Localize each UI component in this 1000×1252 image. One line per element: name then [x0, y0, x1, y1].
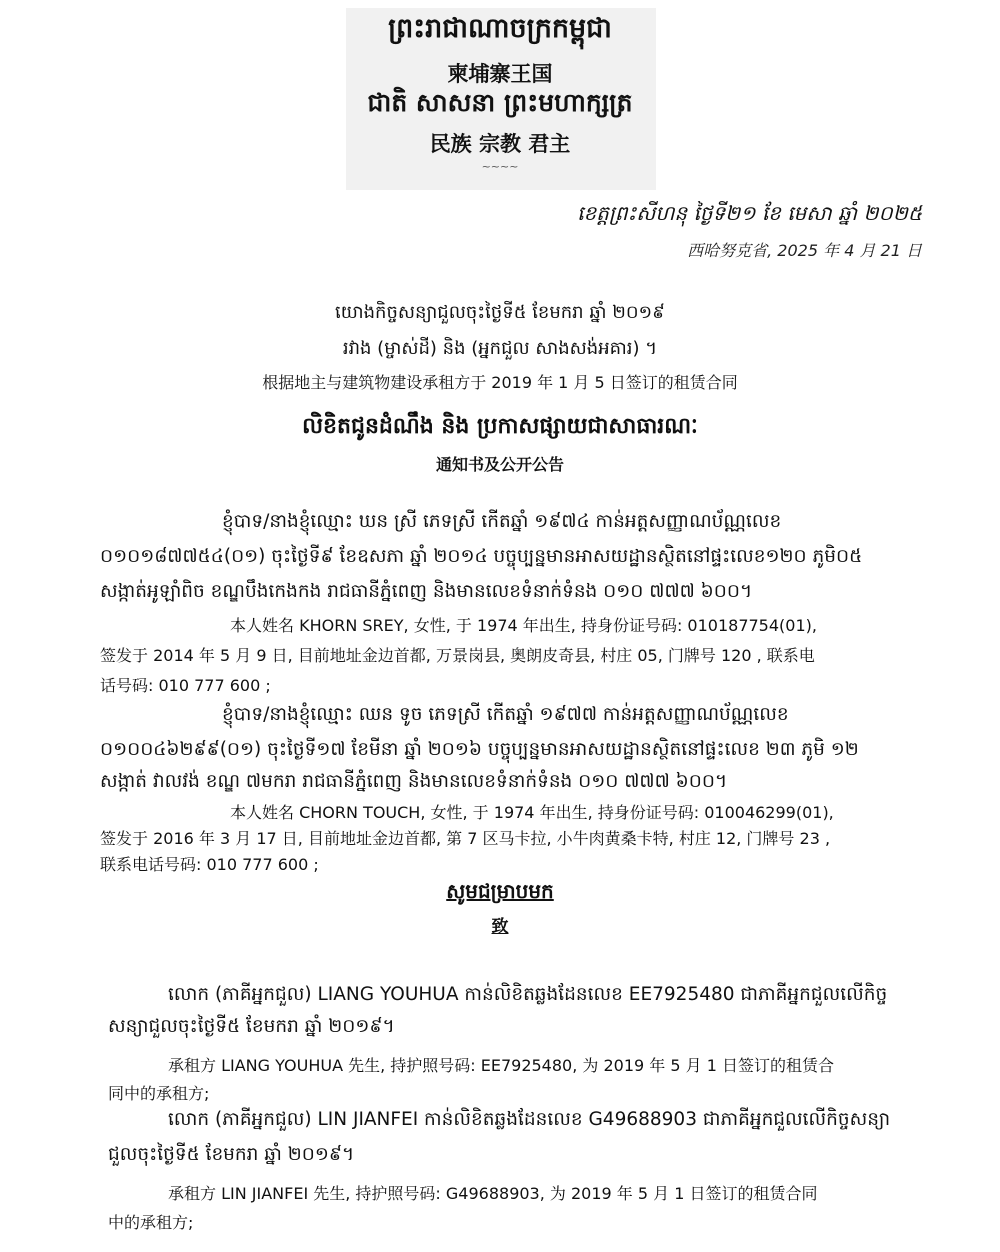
kingdom-title-khmer: ព្រះរាជាណាចក្រកម្ពុជា: [388, 13, 612, 44]
person1-chinese-line-3: 话号码: 010 777 600 ;: [100, 676, 271, 695]
motto-chinese: 民族 宗教 君主: [429, 132, 571, 156]
person2-khmer-line-2: ០១០០៤៦២៩៩(០១) ចុះថ្ងៃទី១៧ ខែមីនា ឆ្នាំ ២០១៦ បច្ចុប្បន្នមានអាសយដ្ឋានស្ថិតនៅផ្ទះលេខ ២៣ ភូមិ ១២: [100, 739, 859, 760]
notice-title-chinese: 通知书及公开公告: [435, 455, 564, 474]
date-chinese: 西哈努克省, 2025 年 4 月 21 日: [687, 241, 922, 260]
tenant2-chinese-line-2: 中的承租方;: [108, 1213, 194, 1232]
motto-khmer: ជាតិ សាសនា ព្រះមហាក្សត្រ: [367, 88, 633, 117]
tenant1-khmer-line-1: លោក (ភាគីអ្នកជួល) LIANG YOUHUA កាន់លិខិតឆ្លងដែនលេខ EE7925480 ជាភាគីអ្នកជួលលើកិច្ច: [168, 984, 888, 1005]
person1-khmer-line-2: ០១០១៨៧៧៥៤(០១) ចុះថ្ងៃទី៩ ខែឧសភា ឆ្នាំ ២០១៤ បច្ចុប្បន្នមានអាសយដ្ឋានស្ថិតនៅផ្ទះលេខ១២០ ភូមិ០៥: [100, 546, 863, 567]
salutation-khmer: សូមជម្រាបមក: [446, 879, 554, 903]
reference-chinese: 根据地主与建筑物建设承租方于 2019 年 1 月 5 日签订的租赁合同: [262, 373, 738, 392]
date-khmer: ខេត្តព្រះសីហនុ ថ្ងៃទី២១ ខែ មេសា ឆ្នាំ ២០២៥: [577, 201, 922, 225]
tenant1-chinese-line-1: 承租方 LIANG YOUHUA 先生, 持护照号码: EE7925480, 为 2019 年 5 月 1 日签订的租赁合: [168, 1056, 834, 1075]
tenant2-khmer-line-1: លោក (ភាគីអ្នកជួល) LIN JIANFEI កាន់លិខិតឆ្លងដែនលេខ G49688903 ជាភាគីអ្នកជួលលើកិច្ចសន្យា: [168, 1109, 891, 1130]
tenant2-chinese-line-1: 承租方 LIN JIANFEI 先生, 持护照号码: G49688903, 为 2019 年 5 月 1 日签订的租赁合同: [168, 1184, 818, 1203]
person1-khmer-line-3: សង្កាត់អូឡាំពិច ខណ្ឌបឹងកេងកង រាជធានីភ្នំពេញ និងមានលេខទំនាក់ទំនង ០១០ ៧៧៧ ៦០០។: [100, 581, 753, 602]
kingdom-title-chinese: 柬埔寨王国: [447, 62, 553, 86]
salutation-chinese: 致: [491, 917, 509, 937]
ornament-divider: ~~~~: [481, 160, 519, 173]
person1-chinese-line-2: 签发于 2014 年 5 月 9 日, 目前地址金边首都, 万景岗县, 奥朗皮奇县, 村庄 05, 门牌号 120 , 联系电: [100, 646, 815, 665]
reference-line-1: យោងកិច្ចសន្យាជួលចុះថ្ងៃទី៥ ខែមករា ឆ្នាំ ២០១៩: [335, 302, 665, 323]
tenant2-khmer-line-2: ជួលចុះថ្ងៃទី៥ ខែមករា ឆ្នាំ ២០១៩។: [108, 1144, 355, 1165]
person2-chinese-line-1: 本人姓名 CHORN TOUCH, 女性, 于 1974 年出生, 持身份证号码: 010046299(01),: [230, 803, 834, 822]
person2-chinese-line-2: 签发于 2016 年 3 月 17 日, 目前地址金边首都, 第 7 区马卡拉, 小牛肉黄桑卡特, 村庄 12, 门牌号 23 ,: [100, 829, 831, 848]
person2-khmer-line-3: សង្កាត់ វាលវង់ ខណ្ឌ ៧មករា រាជធានីភ្នំពេញ និងមានលេខទំនាក់ទំនង ០១០ ៧៧៧ ៦០០។: [100, 771, 728, 792]
person1-khmer-line-1: ខ្ញុំបាទ/នាងខ្ញុំឈ្មោះ ឃន ស្រី ភេទស្រី កើតឆ្នាំ ១៩៧៤ កាន់អត្តសញ្ញាណប័ណ្ណលេខ: [222, 511, 782, 532]
reference-line-2: រវាង (ម្ចាស់ដី) និង (អ្នកជួល សាងសង់អគារ) ។: [342, 338, 658, 359]
tenant1-khmer-line-2: សន្យាជួលចុះថ្ងៃទី៥ ខែមករា ឆ្នាំ ២០១៩។: [108, 1016, 395, 1037]
person2-khmer-line-1: ខ្ញុំបាទ/នាងខ្ញុំឈ្មោះ ឈន ទូច ភេទស្រី កើតឆ្នាំ ១៩៧៧ កាន់អត្តសញ្ញាណប័ណ្ណលេខ: [222, 704, 789, 725]
person2-chinese-line-3: 联系电话号码: 010 777 600 ;: [100, 855, 319, 874]
tenant1-chinese-line-2: 同中的承租方;: [108, 1084, 210, 1103]
notice-title-khmer: លិខិតជូនដំណឹង និង ប្រកាសផ្សាយជាសាធារណៈ: [302, 414, 698, 439]
person1-chinese-line-1: 本人姓名 KHORN SREY, 女性, 于 1974 年出生, 持身份证号码: 010187754(01),: [230, 616, 817, 635]
